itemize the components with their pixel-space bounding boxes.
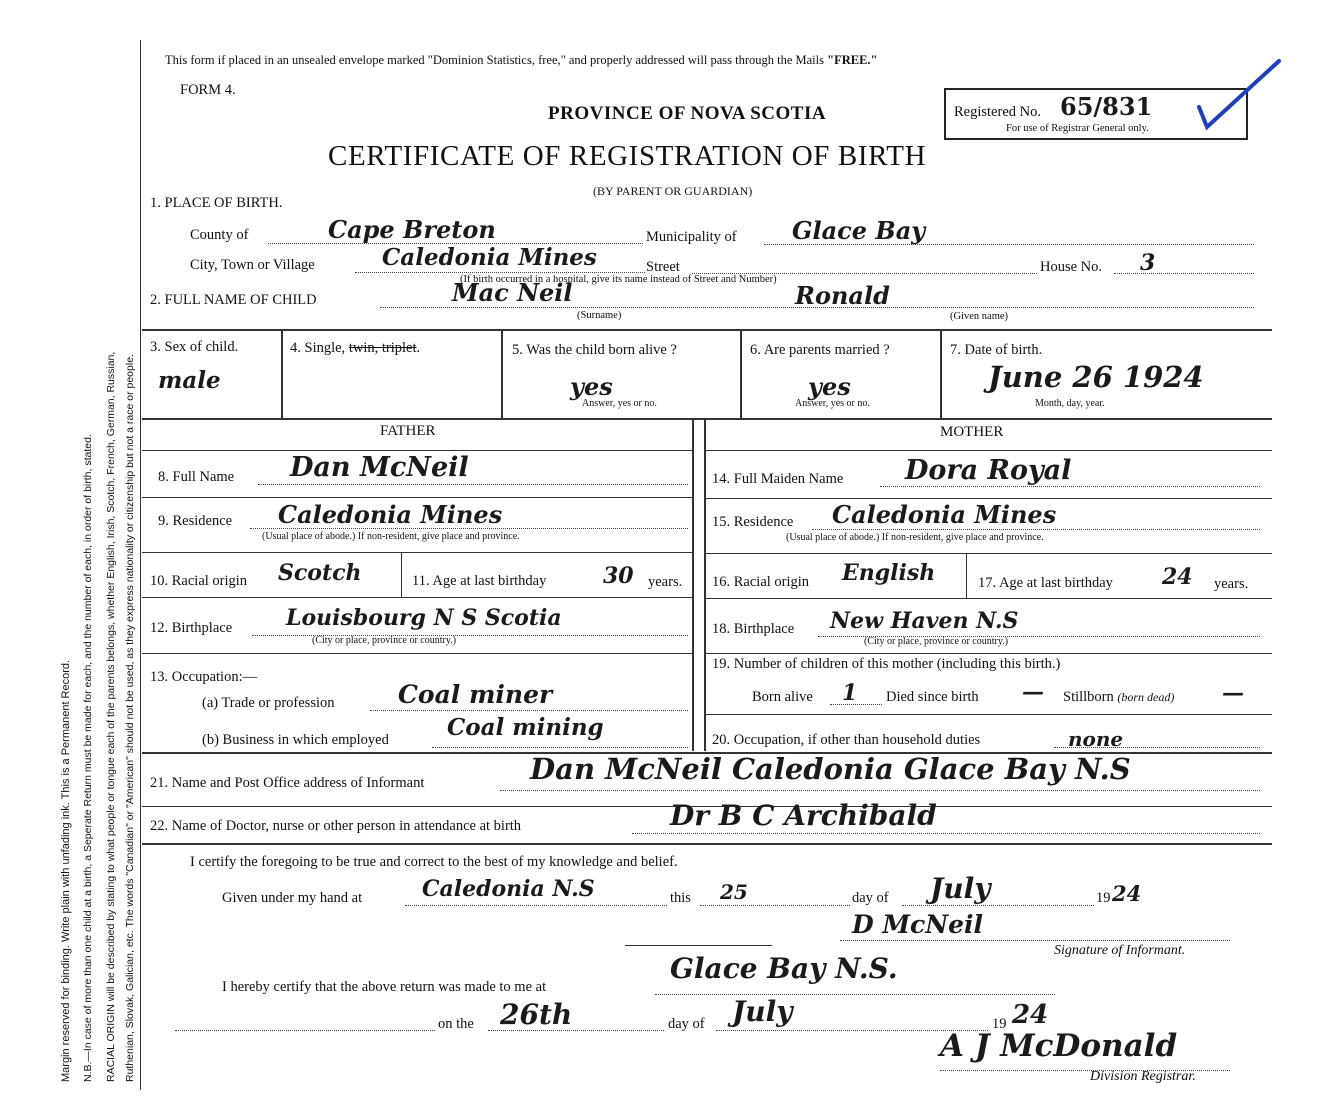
father-business-underline — [432, 747, 688, 748]
registrar-place-value: Glace Bay N.S. — [670, 952, 898, 985]
informant-signature-underline — [840, 940, 1230, 941]
given-under-label: Given under my hand at — [222, 890, 363, 906]
registered-label: Registered No. — [954, 104, 1041, 120]
certificate-title: CERTIFICATE OF REGISTRATION OF BIRTH — [328, 140, 927, 172]
rule-f-12 — [142, 653, 692, 654]
father-trade-value: Coal miner — [398, 680, 553, 709]
city-label: City, Town or Village — [190, 257, 315, 273]
father-years: years. — [648, 574, 683, 590]
dob-value: June 26 1924 — [988, 360, 1204, 394]
rule-center-right — [704, 419, 706, 751]
rule-f-11 — [142, 597, 692, 598]
died-since-birth-label: Died since birth — [886, 689, 979, 705]
registrar-month-value: July — [732, 995, 793, 1028]
stillborn-value: — — [1222, 680, 1244, 706]
rule-after-headings-l — [142, 450, 692, 451]
given-place-value: Caledonia N.S — [422, 876, 595, 902]
father-occupation-label: 13. Occupation:— — [150, 669, 258, 685]
rule-f-10 — [401, 553, 402, 597]
place-of-birth-heading: 1. PLACE OF BIRTH. — [150, 195, 283, 211]
rule-col-3 — [740, 330, 742, 418]
house-label: House No. — [1040, 259, 1103, 275]
rule-col-4 — [940, 330, 942, 418]
rule-row3-bottom — [142, 418, 1272, 420]
alive-label: 5. Was the child born alive ? — [512, 342, 677, 358]
father-racial-value: Scotch — [278, 560, 362, 586]
registered-number: 65/831 — [1060, 92, 1153, 121]
mother-occupation-value: none — [1068, 727, 1124, 751]
dob-label: 7. Date of birth. — [950, 342, 1043, 358]
stillborn-label — [1063, 689, 1174, 706]
mother-birthplace-note: (City or place, province or country.) — [864, 636, 1009, 647]
registrar-use-note: For use of Registrar General only. — [1006, 123, 1149, 134]
registrar-signature: A J McDonald — [940, 1028, 1178, 1064]
father-birthplace-value: Louisbourg N S Scotia — [286, 605, 562, 631]
twin-triplet-struck: twin, triplet — [348, 340, 417, 356]
father-name-underline — [258, 484, 688, 485]
registrar-year-prefix: 19 — [992, 1016, 1007, 1032]
alive-note: Answer, yes or no. — [582, 398, 657, 409]
certify-statement: I certify the foregoing to be true and correct to the best of my knowledge and belief. — [190, 854, 678, 870]
married-note: Answer, yes or no. — [795, 398, 870, 409]
child-surname-note: (Surname) — [577, 310, 622, 321]
father-racial-label: 10. Racial origin — [150, 573, 248, 589]
cert-day-of: day of — [852, 890, 889, 906]
single-end: . — [416, 340, 421, 356]
registrar-extra-underline — [175, 1030, 435, 1031]
rule-22 — [142, 843, 1272, 845]
street-label: Street — [646, 259, 680, 275]
form-number: FORM 4. — [180, 82, 236, 98]
mother-birthplace-value: New Haven N.S — [830, 608, 1019, 634]
doctor-underline — [632, 833, 1260, 834]
day-underline — [700, 905, 850, 906]
mother-age-value: 24 — [1162, 564, 1193, 590]
mother-name-label: 14. Full Maiden Name — [712, 471, 844, 487]
father-trade-label: (a) Trade or profession — [202, 695, 335, 711]
doctor-label: 22. Name of Doctor, nurse or other person in attendance at birth — [150, 818, 522, 834]
mother-residence-note: (Usual place of abode.) If non-resident, give place and province. — [786, 532, 1044, 543]
rule-m-14 — [705, 498, 1272, 499]
checkmark-icon — [1195, 55, 1285, 135]
father-residence-label: 9. Residence — [158, 513, 233, 529]
rule-separator — [625, 945, 772, 946]
mother-name-value: Dora Royal — [905, 455, 1072, 486]
died-since-birth-value: — — [1022, 679, 1044, 705]
rule-m-15 — [705, 553, 1272, 554]
informant-label: 21. Name and Post Office address of Informant — [150, 775, 425, 791]
house-value: 3 — [1140, 250, 1156, 276]
mail-notice-free: "FREE." — [827, 53, 878, 67]
single-label — [290, 340, 420, 357]
registrar-place-underline — [655, 994, 1055, 995]
child-given-name: Ronald — [795, 281, 890, 310]
mail-notice-text: This form if placed in an unsealed envelope marked "Dominion Statistics, free," and properly addressed will pass through the Mails — [165, 53, 828, 67]
stillborn-text: Stillborn — [1063, 689, 1114, 705]
certificate-subtitle: (BY PARENT OR GUARDIAN) — [593, 184, 753, 198]
registrar-day-of: day of — [668, 1016, 705, 1032]
registrar-statement: I hereby certify that the above return was made to me at — [222, 979, 547, 995]
child-surname: Mac Neil — [452, 278, 573, 307]
county-value: Cape Breton — [328, 215, 496, 244]
cert-month-value: July — [930, 872, 991, 905]
father-business-value: Coal mining — [447, 714, 604, 741]
month-underline — [902, 905, 1094, 906]
mother-residence-underline — [812, 529, 1260, 530]
this-label: this — [670, 890, 691, 906]
mother-heading: MOTHER — [940, 424, 1004, 440]
mother-racial-label: 16. Racial origin — [712, 574, 810, 590]
cert-year-prefix: 19 — [1096, 890, 1111, 906]
mother-occupation-label: 20. Occupation, if other than household duties — [712, 732, 981, 748]
margin-border — [140, 40, 141, 1090]
father-trade-underline — [370, 710, 688, 711]
hospital-note: (If birth occurred in a hospital, give its name instead of Street and Number) — [460, 274, 777, 285]
margin-note-multiple-births: N.B.—In case of more than one child at a birth, a Seperate Return must be made for each, and the number of each, in order of birth, stated. — [82, 434, 94, 1082]
registrar-day-value: 26th — [500, 998, 573, 1031]
mother-years: years. — [1214, 576, 1249, 592]
county-label: County of — [190, 227, 249, 243]
sex-label: 3. Sex of child. — [150, 339, 239, 355]
city-value: Caledonia Mines — [382, 244, 597, 271]
married-label: 6. Are parents married ? — [750, 342, 890, 358]
rule-f-8 — [142, 497, 692, 498]
municipality-label: Municipality of — [646, 229, 737, 245]
father-age-label: 11. Age at last birthday — [412, 573, 547, 589]
father-age-value: 30 — [603, 563, 634, 589]
rule-m-19 — [705, 714, 1272, 715]
rule-col-2 — [501, 330, 503, 418]
rule-top — [142, 329, 1272, 331]
father-residence-note: (Usual place of abode.) If non-resident, give place and province. — [262, 531, 520, 542]
married-value: yes — [808, 372, 851, 401]
mother-name-underline — [880, 486, 1260, 487]
mother-birthplace-label: 18. Birthplace — [712, 621, 795, 637]
mother-children-label: 19. Number of children of this mother (including this birth.) — [712, 656, 1061, 672]
rule-m-18 — [705, 653, 1272, 654]
mail-notice — [165, 53, 877, 68]
rule-f-9 — [142, 552, 692, 553]
informant-underline — [500, 790, 1260, 791]
born-alive-value: 1 — [842, 680, 858, 706]
child-name-label: 2. FULL NAME OF CHILD — [150, 292, 317, 308]
father-name-value: Dan McNeil — [290, 452, 469, 483]
cert-day-value: 25 — [720, 880, 748, 904]
cert-year-value: 24 — [1112, 881, 1142, 906]
registrar-signature-label: Division Registrar. — [1090, 1069, 1196, 1084]
father-heading: FATHER — [380, 423, 436, 439]
rule-center-left — [692, 419, 694, 751]
father-business-label: (b) Business in which employed — [202, 732, 389, 748]
margin-note-binding: Margin reserved for binding. Write plain with unfading ink. This is a Permanent Record. — [60, 659, 72, 1082]
father-birthplace-note: (City or place, province or country.) — [312, 635, 457, 646]
father-birthplace-label: 12. Birthplace — [150, 620, 233, 636]
margin-note-racial-origin-2: Ruthenian, Slovak, Galician, etc. The words "Canadian" or "American" should not be used, as they express nationality or citizenship but not a race or people. — [124, 354, 136, 1082]
doctor-value: Dr B C Archibald — [670, 799, 937, 832]
rule-col-1 — [281, 330, 283, 418]
child-given-note: (Given name) — [950, 311, 1009, 322]
mother-residence-value: Caledonia Mines — [832, 500, 1057, 529]
province-title: PROVINCE OF NOVA SCOTIA — [548, 103, 827, 124]
on-the-label: on the — [438, 1016, 474, 1032]
mother-racial-value: English — [842, 560, 936, 586]
rule-after-headings-r — [705, 450, 1272, 451]
mother-residence-label: 15. Residence — [712, 514, 794, 530]
municipality-value: Glace Bay — [792, 216, 926, 245]
father-name-label: 8. Full Name — [158, 469, 235, 485]
father-residence-value: Caledonia Mines — [278, 500, 503, 529]
city-underline — [355, 272, 645, 273]
house-underline — [1114, 273, 1254, 274]
mother-age-label: 17. Age at last birthday — [978, 575, 1113, 591]
informant-signature-label: Signature of Informant. — [1054, 943, 1186, 958]
rule-m-17 — [705, 598, 1272, 599]
rule-m-16 — [966, 554, 967, 598]
given-place-underline — [405, 905, 667, 906]
dob-note: Month, day, year. — [1035, 398, 1105, 409]
sex-value: male — [158, 367, 221, 394]
registrar-year-value: 24 — [1012, 1000, 1049, 1030]
alive-value: yes — [570, 372, 613, 401]
margin-note-racial-origin-1: RACIAL ORIGIN will be described by stating to what people or tongue each of the parents belongs, whether English, Irish, Scotch, French, German, Russian, — [105, 351, 117, 1082]
stillborn-note: (born dead) — [1117, 690, 1175, 704]
single-text: 4. Single, — [290, 340, 349, 356]
born-alive-label: Born alive — [752, 689, 813, 705]
informant-value: Dan McNeil Caledonia Glace Bay N.S — [530, 752, 1131, 786]
informant-signature: D McNeil — [852, 910, 984, 939]
